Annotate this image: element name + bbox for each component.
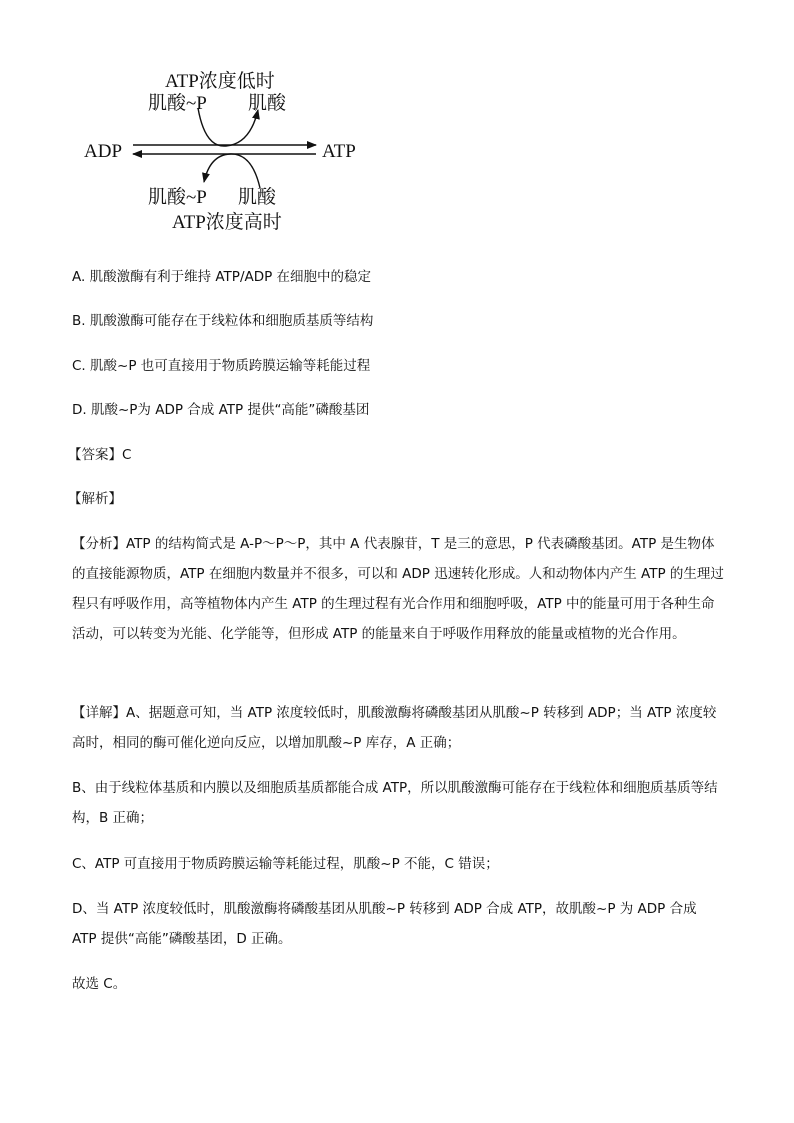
top-left-label: 肌酸~P [148,93,207,114]
analysis-paragraph: 【分析】ATP 的结构简式是 A-P～P～P，其中 A 代表腺苷，T 是三的意思，P 代表磷酸基团。ATP 是生物体的直接能源物质，ATP 在细胞内数量并不很多，可以和 ADP 迅速转化形成。人和动物体内产生 ATP 的生理过程只有呼吸作用，高等植物体内产生 ATP 的生理过程有光合作用和细胞呼吸，ATP 中的能量可用于各种生命活动，可以转变为光能、化学能等，但形成 ATP 的能量来自于呼吸作用释放的能量或植物的光合作用。 [72,536,724,642]
option-c: C. 肌酸~P 也可直接用于物质跨膜运输等耗能过程 [72,358,371,374]
atp-label: ATP [322,141,356,162]
final-choice: 故选 C。 [72,976,127,992]
adp-label: ADP [84,141,123,162]
atp-adp-diagram [70,60,380,245]
detail-paragraph-d: D、当 ATP 浓度较低时，肌酸激酶将磷酸基团从肌酸~P 转移到 ADP 合成 ATP，故肌酸~P 为 ADP 合成 ATP 提供“高能”磷酸基团，D 正确。 [72,901,697,947]
option-b: B. 肌酸激酶可能存在于线粒体和细胞质基质等结构 [72,313,374,329]
top-condition-label: ATP浓度低时 [165,71,275,92]
detail-paragraph-c: C、ATP 可直接用于物质跨膜运输等耗能过程，肌酸~P 不能，C 错误； [72,856,499,872]
bottom-left-label: 肌酸~P [148,187,207,208]
bottom-curve-arrow [204,154,260,188]
analysis-heading: 【解析】 [68,491,122,507]
top-right-label: 肌酸 [248,93,287,114]
bottom-right-label: 肌酸 [238,187,277,208]
answer-line: 【答案】C [68,447,132,463]
option-a: A. 肌酸激酶有利于维持 ATP/ADP 在细胞中的稳定 [72,269,372,285]
option-d: D. 肌酸~P为 ADP 合成 ATP 提供“高能”磷酸基团 [72,402,370,418]
bottom-condition-label: ATP浓度高时 [172,212,282,233]
detail-paragraph-a: 【详解】A、据题意可知，当 ATP 浓度较低时，肌酸激酶将磷酸基团从肌酸~P 转移到 ADP；当 ATP 浓度较高时，相同的酶可催化逆向反应，以增加肌酸~P 库存，A 正确； [72,705,717,751]
detail-paragraph-b: B、由于线粒体基质和内膜以及细胞质基质都能合成 ATP，所以肌酸激酶可能存在于线粒体和细胞质基质等结构，B 正确； [72,780,718,826]
